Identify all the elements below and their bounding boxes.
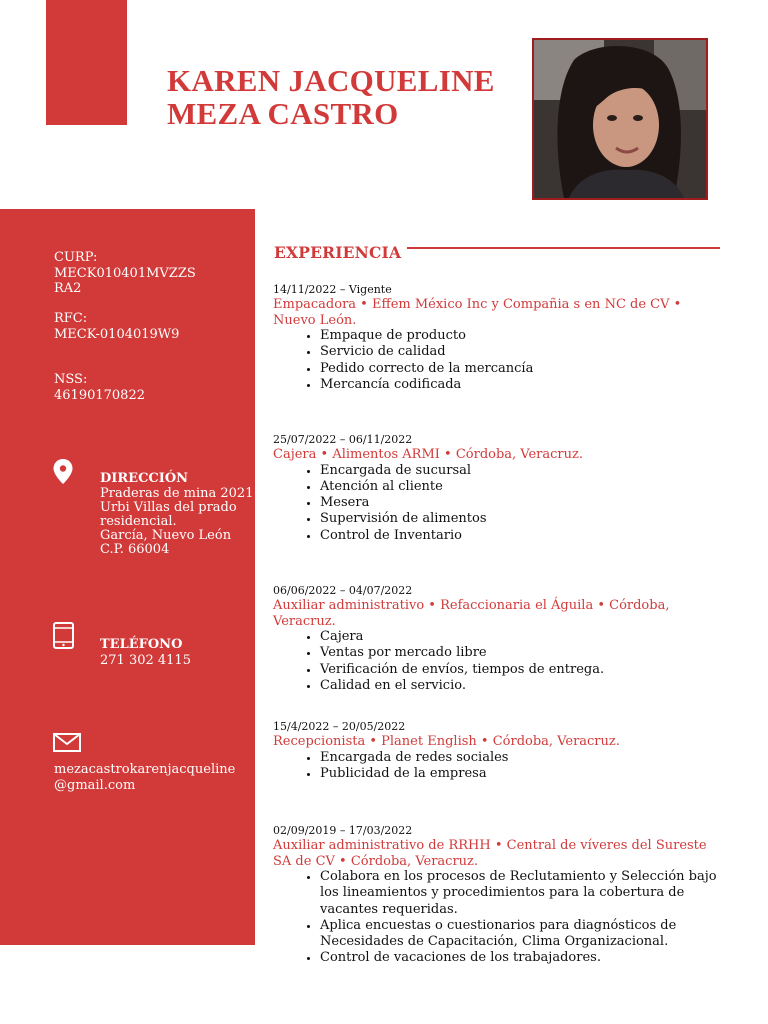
address-line: Praderas de mina 2021 bbox=[100, 485, 254, 501]
nss-label: NSS: bbox=[54, 372, 88, 387]
duty-item: • Calidad en el servicio. bbox=[320, 678, 723, 694]
job-entry bbox=[273, 584, 723, 694]
job-dates: 06/06/2022 – 04/07/2022 bbox=[273, 584, 413, 597]
sidebar bbox=[0, 209, 255, 945]
address-line: García, Nuevo León bbox=[100, 527, 232, 543]
duty-item: • Colabora en los procesos de Reclutamiento y Selección bajo los lineamientos y procedimientos para la cobertura de vacantes requeridas. bbox=[320, 869, 723, 918]
email-block bbox=[54, 762, 235, 793]
address-block bbox=[100, 471, 253, 557]
email-line-2: @gmail.com bbox=[54, 777, 136, 793]
rfc-block bbox=[54, 311, 179, 342]
address-line: Urbi Villas del prado bbox=[100, 499, 237, 515]
job-role: Recepcionista • Planet English • Córdoba, Veracruz. bbox=[273, 734, 620, 749]
job-role: Auxiliar administrativo • Refaccionaria el Águila • Córdoba, Veracruz. bbox=[273, 598, 670, 629]
candidate-name bbox=[167, 64, 495, 130]
duty-item: • Pedido correcto de la mercancía bbox=[320, 361, 723, 377]
experience-heading: EXPERIENCIA bbox=[274, 243, 402, 262]
duty-item: • Servicio de calidad bbox=[320, 344, 723, 360]
address-label: DIRECCIÓN bbox=[100, 471, 189, 486]
curp-value-line-1: MECK010401MVZZS bbox=[54, 265, 196, 281]
duty-item: • Supervisión de alimentos bbox=[320, 511, 723, 527]
job-duties bbox=[273, 463, 723, 544]
job-duties bbox=[273, 869, 723, 967]
duty-item: • Control de vacaciones de los trabajadores. bbox=[320, 950, 723, 966]
nss-block bbox=[54, 372, 145, 403]
duty-item: • Verificación de envíos, tiempos de entrega. bbox=[320, 662, 723, 678]
job-dates: 14/11/2022 – Vigente bbox=[273, 283, 392, 296]
phone-value: 271 302 4115 bbox=[100, 652, 191, 668]
email-line-1: mezacastrokarenjacqueline bbox=[54, 762, 236, 777]
job-duties bbox=[273, 629, 723, 694]
duty-item: • Mercancía codificada bbox=[320, 377, 723, 393]
job-entry bbox=[273, 824, 723, 967]
job-entry bbox=[273, 720, 723, 782]
job-dates: 15/4/2022 – 20/05/2022 bbox=[273, 720, 406, 733]
duty-item: • Control de Inventario bbox=[320, 528, 723, 544]
duty-item: • Aplica encuestas o cuestionarios para diagnósticos de Necesidades de Capacitación, Clima Organizacional. bbox=[320, 918, 723, 951]
duty-item: • Publicidad de la empresa bbox=[320, 766, 723, 782]
rfc-label: RFC: bbox=[54, 311, 88, 326]
experience-divider bbox=[407, 247, 720, 249]
job-entry bbox=[273, 433, 723, 544]
job-dates: 02/09/2019 – 17/03/2022 bbox=[273, 824, 413, 837]
name-line-2: MEZA CASTRO bbox=[167, 96, 399, 131]
address-line: C.P. 66004 bbox=[100, 541, 170, 557]
curp-block bbox=[54, 250, 196, 297]
duty-item: • Cajera bbox=[320, 629, 723, 645]
job-duties bbox=[273, 328, 723, 393]
job-role: Cajera • Alimentos ARMI • Córdoba, Veracruz. bbox=[273, 447, 584, 462]
phone-label: TELÉFONO bbox=[100, 637, 183, 652]
mobile-phone-icon bbox=[53, 622, 74, 649]
duty-item: • Encargada de sucursal bbox=[320, 463, 723, 479]
duty-item: • Mesera bbox=[320, 495, 723, 511]
curp-value-line-2: RA2 bbox=[54, 281, 82, 296]
job-role: Auxiliar administrativo de RRHH • Central de víveres del Sureste SA de CV • Córdoba, Veracruz. bbox=[273, 838, 707, 869]
phone-block bbox=[100, 637, 191, 668]
envelope-icon bbox=[53, 733, 81, 752]
profile-photo bbox=[532, 38, 708, 200]
duty-item: • Empaque de producto bbox=[320, 328, 723, 344]
duty-item: • Atención al cliente bbox=[320, 479, 723, 495]
duty-item: • Encargada de redes sociales bbox=[320, 750, 723, 766]
job-entry bbox=[273, 283, 723, 393]
nss-value: 46190170822 bbox=[54, 387, 145, 403]
curp-label: CURP: bbox=[54, 250, 98, 265]
job-duties bbox=[273, 750, 723, 783]
duty-item: • Ventas por mercado libre bbox=[320, 645, 723, 661]
job-dates: 25/07/2022 – 06/11/2022 bbox=[273, 433, 413, 446]
address-line: residencial. bbox=[100, 513, 177, 529]
name-line-1: KAREN JACQUELINE bbox=[167, 63, 495, 98]
rfc-value: MECK-0104019W9 bbox=[54, 326, 180, 342]
location-pin-icon bbox=[53, 459, 73, 484]
header-accent-block bbox=[46, 0, 127, 125]
job-role: Empacadora • Effem México Inc y Compañia s en NC de CV • Nuevo León. bbox=[273, 297, 682, 328]
